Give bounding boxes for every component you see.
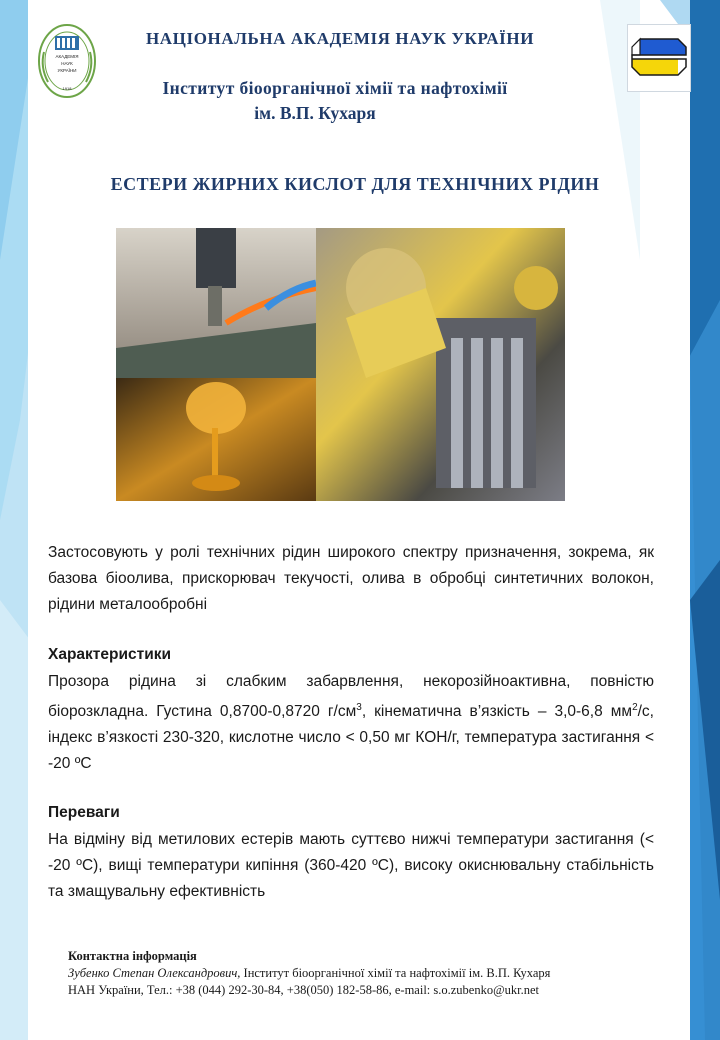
contact-institute: Інститут біоорганічної хімії та нафтохімії ім. В.П. Кухаря <box>240 966 551 980</box>
advantages-paragraph: На відміну від метилових естерів мають суттєво нижчі температури застигання (< -20 ºС), вищі температури кипіння (360-420 ºС), високу окиснювальну стабільність та змащувальну ефективність <box>48 831 654 900</box>
characteristics-text-a: Прозора рідина зі слабким забарвлення, некорозійноактивна, повністю біорозкладна. Густина 0,8700-0,8720 г/см <box>48 673 654 721</box>
characteristics-paragraph <box>48 669 654 777</box>
viscosity-unit-sup: 2 <box>632 702 638 713</box>
intro-paragraph: Застосовують у ролі технічних рідин широкого спектру призначення, зокрема, як базова біоолива, прискорювач текучості, олива в обробці синтетичних волокон, рідини металообробні <box>48 544 654 613</box>
page-title: ЕСТЕРИ ЖИРНИХ КИСЛОТ ДЛЯ ТЕХНІЧНИХ РІДИН <box>110 174 600 194</box>
emblem-year: 1918 <box>62 86 72 91</box>
contact-info <box>68 948 668 999</box>
characteristics-heading: Характеристики <box>48 646 172 663</box>
characteristics-text-c: /с, індекс в’язкості 230-320, кислотне число < 0,50 мг КОН/г, температура застигання < -20 ºС <box>48 703 654 773</box>
emblem-text-1: АКАДЕМІЯ <box>55 54 79 59</box>
contact-line-2: НАН України, Тел.: +38 (044) 292-30-84, +38(050) 182-58-86, e-mail: s.o.zubenko@ukr.net <box>68 983 539 997</box>
academy-emblem-icon <box>36 22 98 100</box>
product-photo-collage <box>116 228 565 501</box>
characteristics-text-b: , кінематична в’язкість – 3,0-6,8 мм <box>361 703 633 721</box>
institute-name: Інститут біоорганічної хімії та нафтохімії <box>162 78 508 98</box>
contact-name: Зубенко Степан Олександрович, <box>68 966 241 980</box>
density-unit-sup: 3 <box>356 702 362 713</box>
emblem-text-2: НАУК <box>61 61 73 66</box>
academy-name: НАЦІОНАЛЬНА АКАДЕМІЯ НАУК УКРАЇНИ <box>145 29 535 48</box>
institute-name-line2: ім. В.П. Кухаря <box>254 103 376 123</box>
contact-line-1 <box>68 965 668 982</box>
contact-heading: Контактна інформація <box>68 949 197 963</box>
advantages-heading: Переваги <box>48 804 120 821</box>
institute-logo-icon <box>628 25 690 91</box>
institute-logo <box>627 24 691 92</box>
emblem-text-3: УКРАЇНИ <box>57 68 77 73</box>
